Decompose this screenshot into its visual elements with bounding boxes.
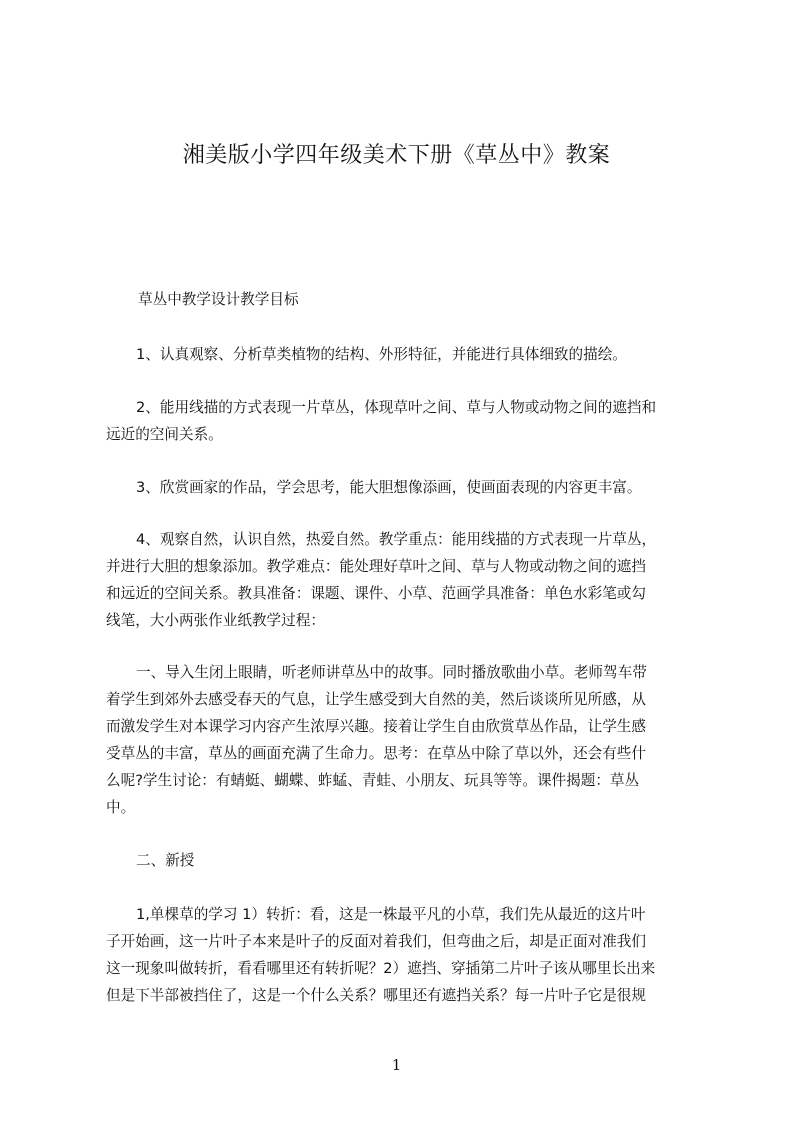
objective-4-line-3: 和远近的空间关系。教具准备：课题、课件、小草、范画学具准备：单色水彩笔或勾 [106,585,646,602]
section-2-line-4: 但是下半部被挡住了，这是一个什么关系？哪里还有遮挡关系？每一片叶子它是很规 [106,987,646,1004]
document-title: 湘美版小学四年级美术下册《草丛中》教案 [182,143,611,168]
section-1-line-6: 中。 [106,799,136,816]
section-2-line-2: 子开始画，这一片叶子本来是叶子的反面对着我们，但弯曲之后，却是正面对准我们 [106,933,646,950]
section-1-line-2: 着学生到郊外去感受春天的气息，让学生感受到大自然的美，然后谈谈所见所感，从 [106,691,646,708]
objective-4-line-4: 线笔，大小两张作业纸教学过程： [106,612,325,629]
section-1-line-5: 么呢?学生讨论：有蜻蜓、蝴蝶、蚱蜢、青蛙、小朋友、玩具等等。课件揭题：草丛 [106,772,640,789]
page-number: 1 [391,1056,402,1074]
objective-4-line-1: 4、观察自然，认识自然，热爱自然。教学重点：能用线描的方式表现一片草丛， [136,531,657,548]
section-1-line-3: 而激发学生对本课学习内容产生浓厚兴趣。接着让学生自由欣赏草丛作品，让学生感 [106,718,646,735]
objective-1: 1、认真观察、分析草类植物的结构、外形特征，并能进行具体细致的描绘。 [136,346,627,363]
objective-3: 3、欣赏画家的作品，学会思考，能大胆想像添画，使画面表现的内容更丰富。 [136,479,642,496]
section-heading: 草丛中教学设计教学目标 [138,291,299,308]
section-2-heading: 二、新授 [136,852,195,869]
section-2-line-1: 1,单棵草的学习 1）转折：看，这是一株最平凡的小草，我们先从最近的这片叶 [136,906,646,923]
objective-2-line-1: 2、能用线描的方式表现一片草丛，体现草叶之间、草与人物或动物之间的遮挡和 [136,399,657,416]
section-1-line-1: 一、导入生闭上眼睛，听老师讲草丛中的故事。同时播放歌曲小草。老师驾车带 [136,664,647,681]
objective-2-line-2: 远近的空间关系。 [106,426,223,443]
section-1-line-4: 受草丛的丰富，草丛的画面充满了生命力。思考：在草丛中除了草以外，还会有些什 [106,745,646,762]
section-2-line-3: 这一现象叫做转折，看看哪里还有转折呢？2）遮挡、穿插第二片叶子该从哪里长出来 [106,960,656,977]
objective-4-line-2: 并进行大胆的想象添加。教学难点：能处理好草叶之间、草与人物或动物之间的遮挡 [106,558,646,575]
